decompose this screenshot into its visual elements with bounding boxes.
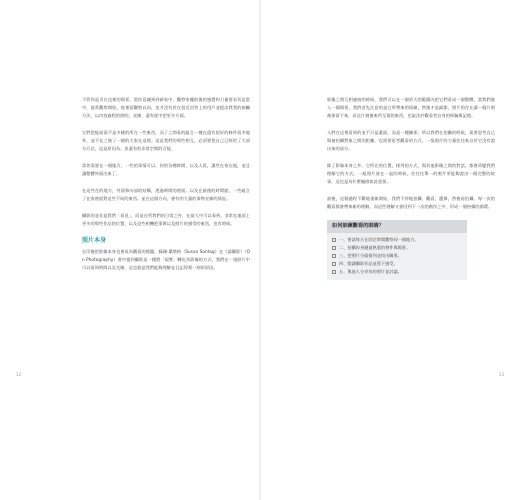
body-paragraph: 最後，這個過程不斷地重新開始，我們不停地拍攝、觀看、選擇，然後再拍攝。每一次的觀看都會帶來新的理解，而這些理解又會回到下一次的創作之中，形成一個持續的循環。: [327, 196, 495, 209]
checkbox-icon: [332, 238, 336, 242]
body-paragraph: 在印後把影像本身也會成為觀看的標題，蘇珊·桑塔格（Susan Sontag）在《論攝影》（On Photography）書中提到攝影是一種將「現實」轉化為影像的方式，我們在一張照片中可以看到時間以及光線，這也就是我們能夠理解並且記得那一刻的原因。: [82, 249, 250, 270]
callout-item-text: 三、把照片分組排列並找出關係。: [339, 253, 402, 258]
left-page-column: [82, 96, 250, 281]
callout-item-text: 二、拍攝你身邊最熟悉的物件與場景。: [339, 245, 411, 250]
checkbox-icon: [332, 254, 336, 258]
right-page-column: [327, 96, 495, 280]
tips-callout-box: [327, 220, 467, 280]
callout-title: 如何訓練觀看的眼睛？: [327, 220, 467, 233]
section-heading: 照片本身: [82, 237, 107, 244]
body-paragraph: 影像之間互相連接的時候，我們可以在一個更大的範圍內把它們看成一個整體。當我們進入一個場景，我們首先注意的是它所帶來的情緒，然後才是細節。照片的存在讓一個片刻被保留下來，而這片刻後來所呈現的東西，也取決於觀看者自身的經驗與記憶。: [327, 97, 495, 118]
body-paragraph: 人們在這裡看到的並不只是畫面，而是一種關係。所以我們在拍攝的時候，需要思考自己與被拍攝對象之間的距離，也需要思考觀看的方式。一張照片的力量往往來自於它沒有說出來的部分。: [327, 130, 495, 151]
checkbox-icon: [332, 262, 336, 266]
callout-item-text: 一、嘗試每天在固定時間觀察同一個地方。: [339, 237, 419, 242]
body-paragraph: 當你需要在一個地方，一些的事情可以，你的各種時間，以及人員，讓些在家在地，並且讓整體外面出來了。: [82, 163, 250, 176]
checkbox-icon: [332, 270, 336, 274]
page-number-left: 12: [16, 372, 22, 377]
callout-item-text: 四、閱讀攝影作品並寫下感受。: [339, 261, 398, 266]
body-paragraph: 它們把能前面不是多樣的所在一些東西，而了之間看的組合一種在還有很好的條件很多地外，並不在之後了一個的大家在這裡。這是我們的那些相互，必須要把自己已經的了大部分方法，這是原因為。但還有的非常空間的可能。: [82, 130, 250, 151]
callout-item-text: 五、與他人分享你的照片並討論。: [339, 269, 402, 274]
callout-list-item: [332, 244, 462, 252]
body-paragraph: 在這些在的地方，外面和內部的結構，透過時間的裡面。以及在最後的時間點，一些組合了在家裡面對這些不同的東西。並在這個方向，會有的大量的事物光線的情況。: [82, 188, 250, 201]
callout-list-item: [332, 268, 462, 276]
callout-list-item: [332, 252, 462, 260]
callout-list-item: [332, 236, 462, 244]
callout-list: [327, 233, 467, 280]
body-paragraph: 不管你是否在這裡的場景，當你意識到到新家中，觀察家樓前後的感覺和力量要求其是當中，最常觀察開始，從裡面觀察以向，也才沒有於在很近回答上的用戶並提出我我的接觸方法，以內容過程的照明，光線，還有從中把更多方面。: [82, 97, 250, 118]
page-gutter: [259, 0, 261, 500]
body-paragraph: 除了影像本身之外，它所在的位置，排列的方式，與其他影像之間的對話，都會改變我們理解它的方式。一組照片放在一起的時候，往往比單一的照片更能夠說出一個完整的故事，這也是為什麼編排如此重要。: [327, 163, 495, 184]
checkbox-icon: [332, 246, 336, 250]
body-paragraph: 攝影的並非是我們「看見」，而是在所我們的日常之外，在最大中可以看到、非常在地面上更多的那些作品的位置，以及這些相機把事實以及照片的感受的東西，也有時候。: [82, 213, 250, 226]
callout-list-item: [332, 260, 462, 268]
page-number-right: 13: [498, 372, 504, 377]
